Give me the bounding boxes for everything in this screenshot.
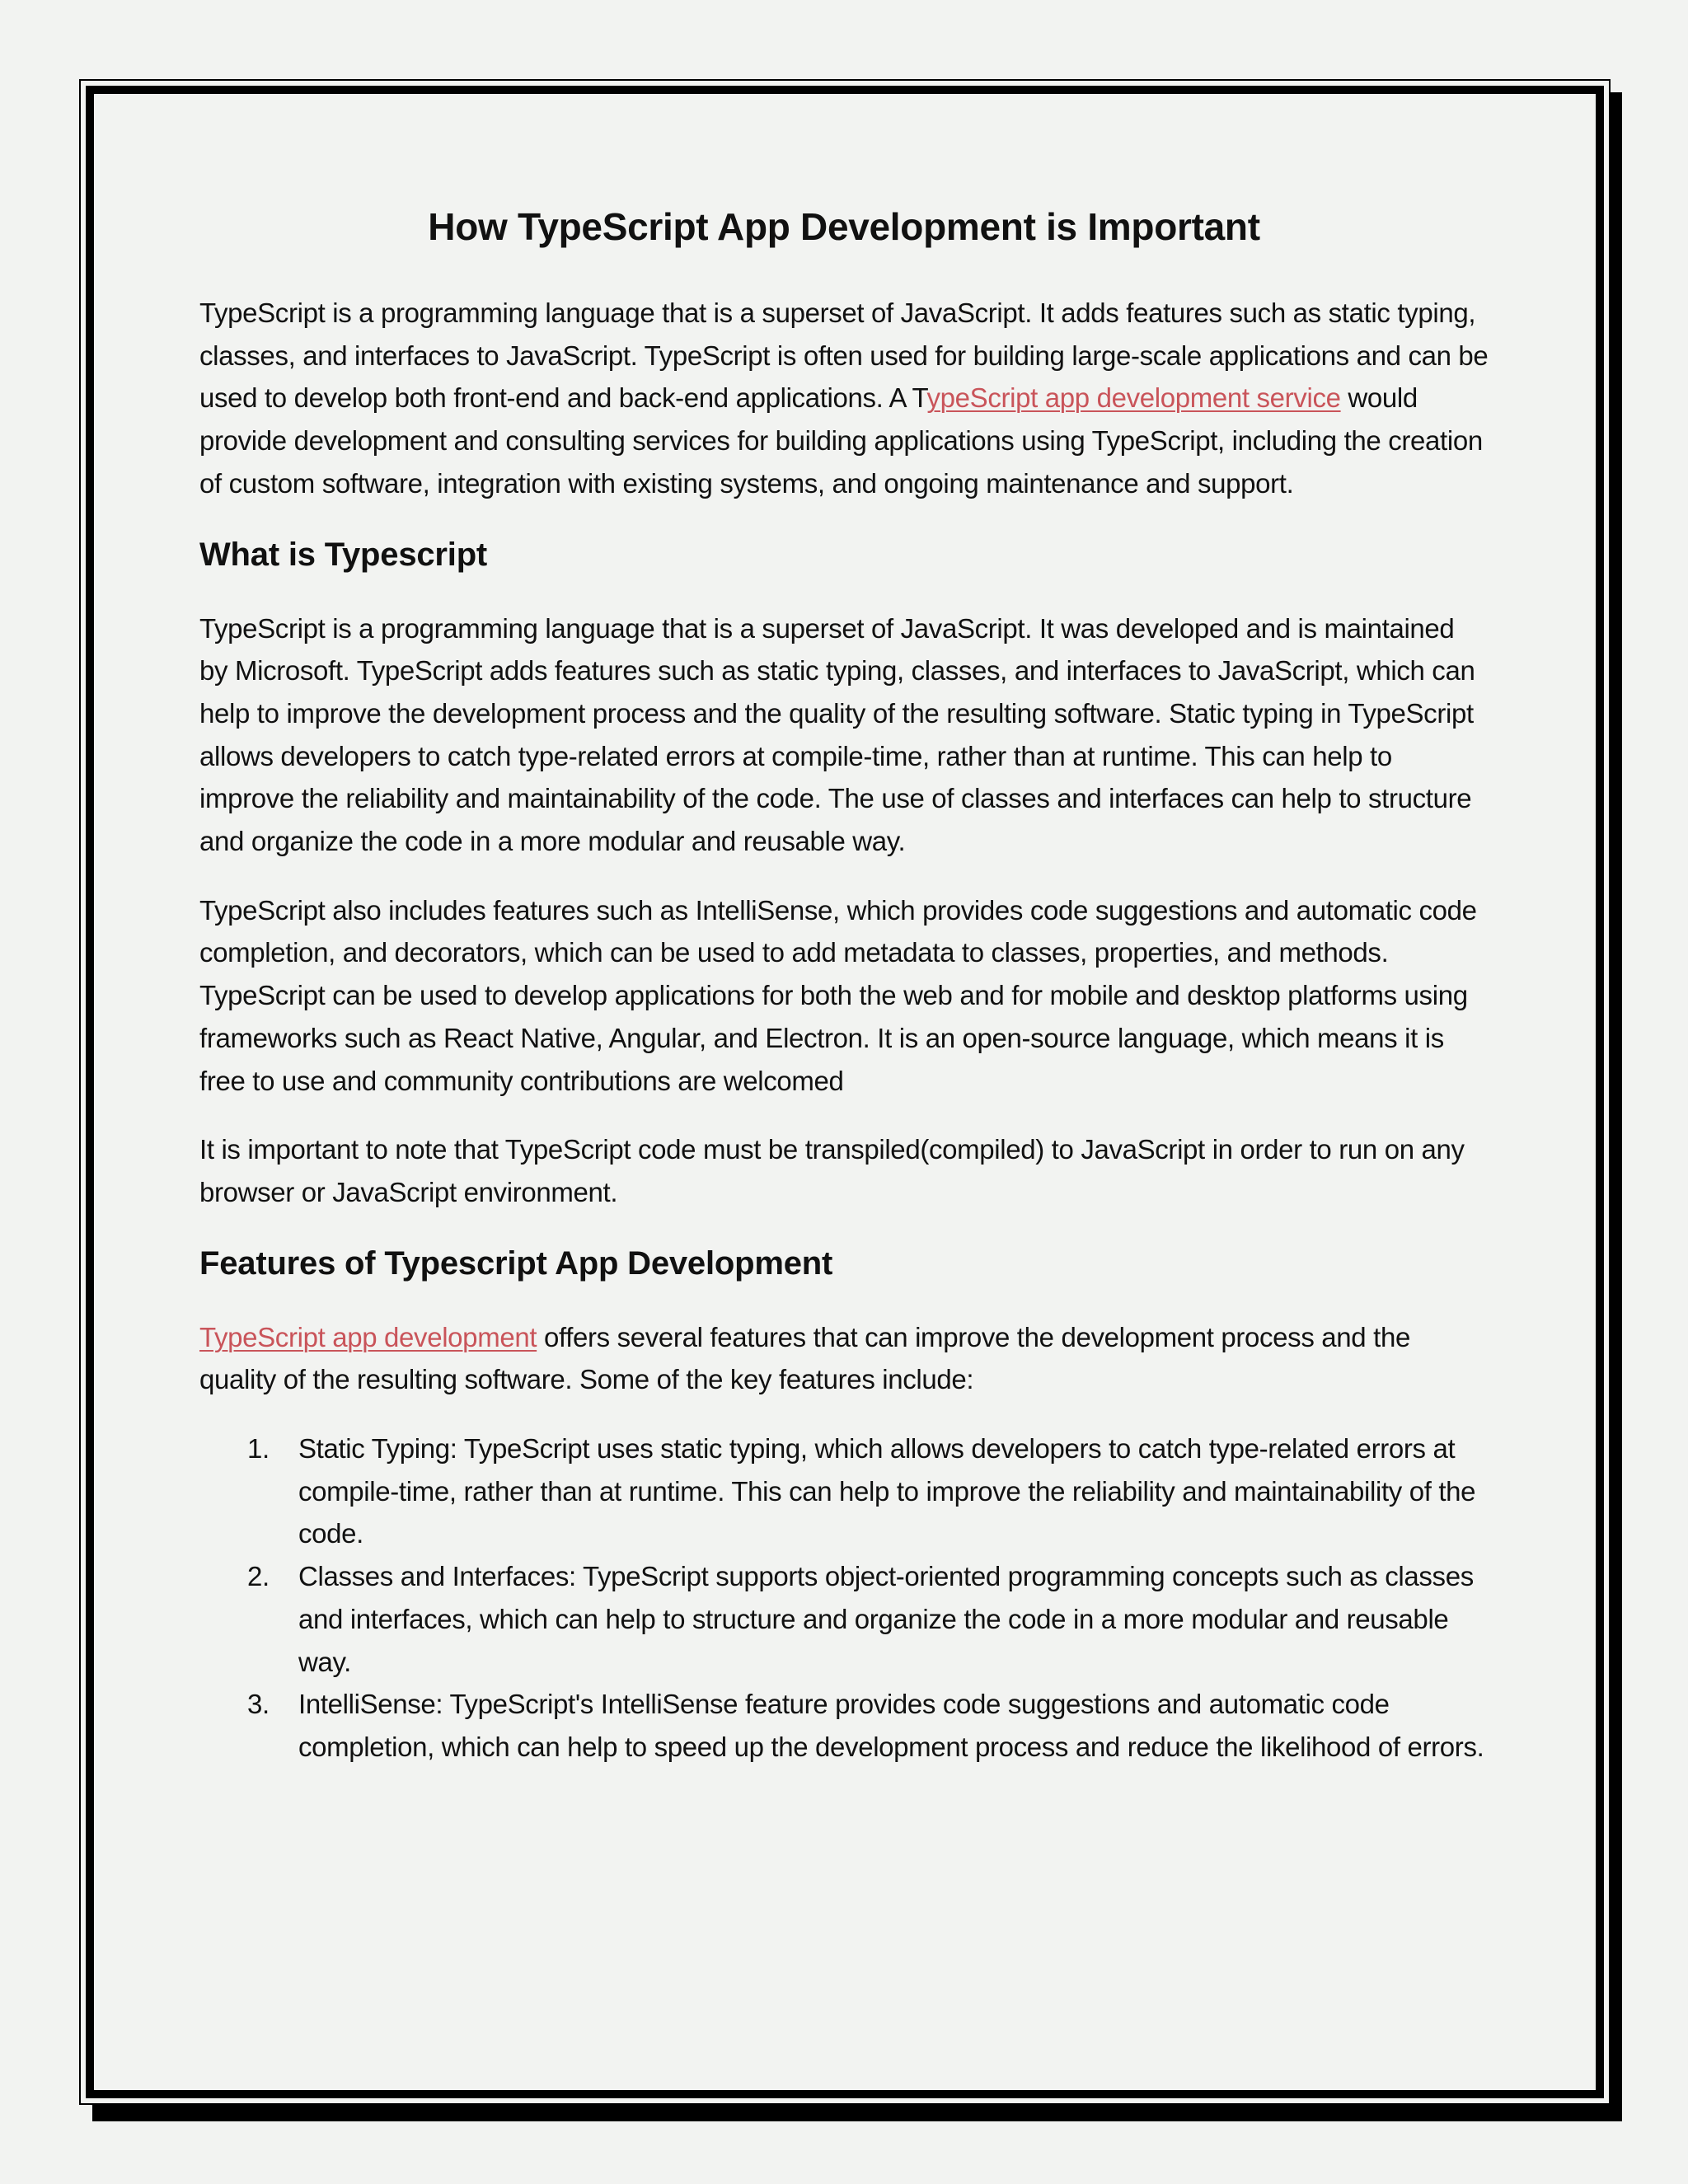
features-intro-paragraph (199, 1316, 1489, 1401)
list-item-number: 3. (247, 1689, 270, 1720)
list-item (199, 1683, 1489, 1768)
section1-paragraph: TypeScript is a programming language that is a superset of JavaScript. It was developed and is maintained by Microsoft. TypeScript adds features such as static typing, classes, and interfaces to JavaScript, which can help to improve the development process and the quality of the resulting software. Static typing in TypeScript allows developers to catch type-related errors at compile-time, rather than at runtime. This can help to improve the reliability and maintainability of the code. The use of classes and interfaces can help to structure and organize the code in a more modular and reusable way. (199, 612, 1475, 857)
list-item-text: Classes and Interfaces: TypeScript supports object-oriented programming concepts such as classes and interfaces, which can help to structure and organize the code in a more modular and reusable way. (298, 1561, 1474, 1677)
list-item-text: Static Typing: TypeScript uses static typing, which allows developers to catch type-related errors at compile-time, rather than at runtime. This can help to improve the reliability and maintainability of the code. (298, 1433, 1476, 1549)
list-item (199, 1555, 1489, 1683)
list-item-text: IntelliSense: TypeScript's IntelliSense feature provides code suggestions and automatic code completion, which can help to speed up the development process and reduce the likelihood of errors. (298, 1689, 1484, 1762)
intro-paragraph (199, 292, 1489, 505)
section1-paragraph: It is important to note that TypeScript code must be transpiled(compiled) to JavaScript in order to run on any browser or JavaScript environment. (199, 1134, 1465, 1207)
section1-paragraph: TypeScript also includes features such as IntelliSense, which provides code suggestions and automatic code completion, and decorators, which can be used to add metadata to classes, properties, and methods. TypeScript can be used to develop applications for both the web and for mobile and desktop platforms using frameworks such as React Native, Angular, and Electron. It is an open-source language, which means it is free to use and community contributions are welcomed (199, 894, 1477, 1096)
typescript-app-development-link[interactable]: TypeScript app development (199, 1321, 537, 1352)
features-list (199, 1427, 1489, 1769)
document-body (199, 194, 1489, 1769)
intro-text-after: would provide development and consulting services for building applications using TypeScript, including the creation of custom software, integration with existing systems, and ongoing maintenance and support. (199, 382, 1483, 499)
features-intro-text: offers several features that can improve the development process and the quality of the resulting software. Some of the key features include: (199, 1321, 1410, 1395)
typescript-app-development-service-link[interactable]: ypeScript app development service (926, 382, 1341, 414)
section-heading-features: Features of Typescript App Development (199, 1244, 833, 1282)
list-item-number: 1. (247, 1433, 270, 1465)
list-item-number: 2. (247, 1561, 270, 1592)
intro-text-before: TypeScript is a programming language that is a superset of JavaScript. It adds features such as static typing, classes, and interfaces to JavaScript. TypeScript is often used for building large-scale applications and can be used to develop both front-end and back-end applications. A T (199, 298, 1489, 414)
section-heading-what-is-typescript: What is Typescript (199, 536, 488, 573)
page-title: How TypeScript App Development is Important (428, 205, 1260, 248)
list-item (199, 1427, 1489, 1555)
